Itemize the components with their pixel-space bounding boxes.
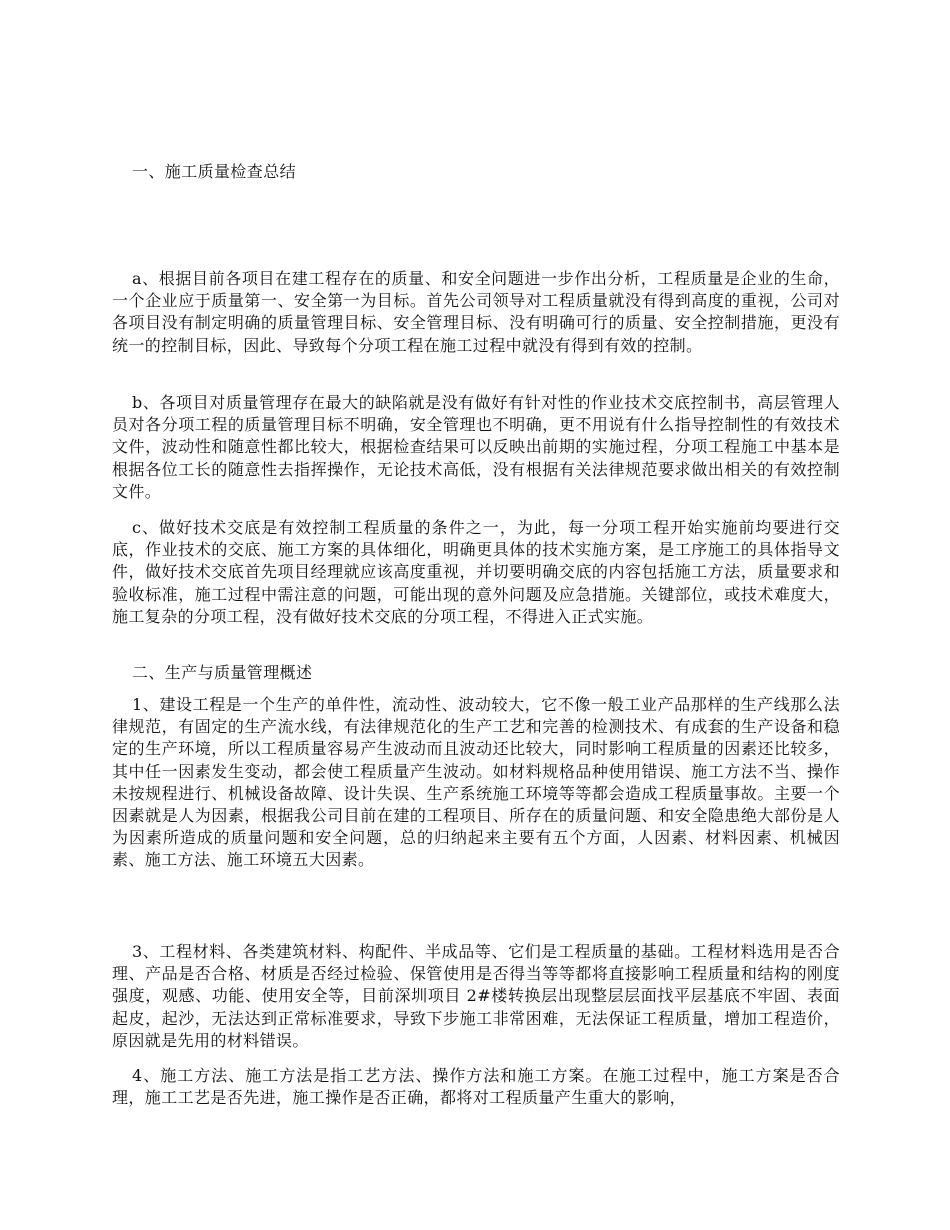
paragraph-3: 3、工程材料、各类建筑材料、构配件、半成品等、它们是工程质量的基础。工程材料选用是否合理、产品是否合格、材质是否经过检验、保管使用是否得当等等都将直接影响工程质量和结构的刚度强度，观感、功能、使用安全等，目前深圳项目 2#楼转换层出现整层层面找平层基底不牢固、表面起皮，起沙，无法达到正常标准要求，导致下步施工非常困难，无法保证工程质量，增加工程造价，原因就是先用的材料错误。 [112, 942, 840, 1050]
paragraph-a: a、根据目前各项目在建工程存在的质量、和安全问题进一步作出分析，工程质量是企业的生命，一个企业应于质量第一、安全第一为目标。首先公司领导对工程质量就没有得到高度的重视，公司对各项目没有制定明确的质量管理目标、安全管理目标、没有明确可行的质量、安全控制措施，更没有统一的控制目标，因此、导致每个分项工程在施工过程中就没有得到有效的控制。 [112, 269, 840, 355]
section-heading-2: 二、生产与质量管理概述 [132, 663, 313, 682]
paragraph-b: b、各项目对质量管理存在最大的缺陷就是没有做好有针对性的作业技术交底控制书，高层管理人员对各分项工程的质量管理目标不明确，安全管理也不明确，更不用说有什么指导控制性的有效技术文件，波动性和随意性都比较大，根据检查结果可以反映出前期的实施过程，分项工程施工中基本是根据各位工长的随意性去指挥操作，无论技术高低，没有根据有关法律规范要求做出相关的有效控制文件。 [112, 393, 840, 501]
paragraph-4: 4、施工方法、施工方法是指工艺方法、操作方法和施工方案。在施工过程中，施工方案是否合理，施工工艺是否先进，施工操作是否正确，都将对工程质量产生重大的影响， [112, 1066, 840, 1108]
paragraph-c: c、做好技术交底是有效控制工程质量的条件之一，为此，每一分项工程开始实施前均要进行交底，作业技术的交底、施工方案的具体细化，明确更具体的技术实施方案，是工序施工的具体指导文件，做好技术交底首先项目经理就应该高度重视，并切要明确交底的内容包括施工方法，质量要求和验收标准，施工过程中需注意的问题，可能出现的意外问题及应急措施。关键部位，或技术难度大，施工复杂的分项工程，没有做好技术交底的分项工程，不得进入正式实施。 [112, 518, 840, 626]
paragraph-1: 1、建设工程是一个生产的单件性，流动性、波动较大，它不像一般工业产品那样的生产线那么法律规范，有固定的生产流水线，有法律规范化的生产工艺和完善的检测技术、有成套的生产设备和稳定的生产环境，所以工程质量容易产生波动而且波动还比较大，同时影响工程质量的因素还比较多，其中任一因素发生变动，都会使工程质量产生波动。如材料规格品种使用错误、施工方法不当、操作未按规程进行、机械设备故障、设计失误、生产系统施工环境等等都会造成工程质量事故。主要一个因素就是人为因素，根据我公司目前在建的工程项目、所存在的质量问题、和安全隐患绝大部份是人为因素所造成的质量问题和安全问题，总的归纳起来主要有五个方面，人因素、材料因素、机械因素、施工方法、施工环境五大因素。 [112, 695, 840, 870]
section-heading-1: 一、施工质量检查总结 [132, 162, 297, 181]
